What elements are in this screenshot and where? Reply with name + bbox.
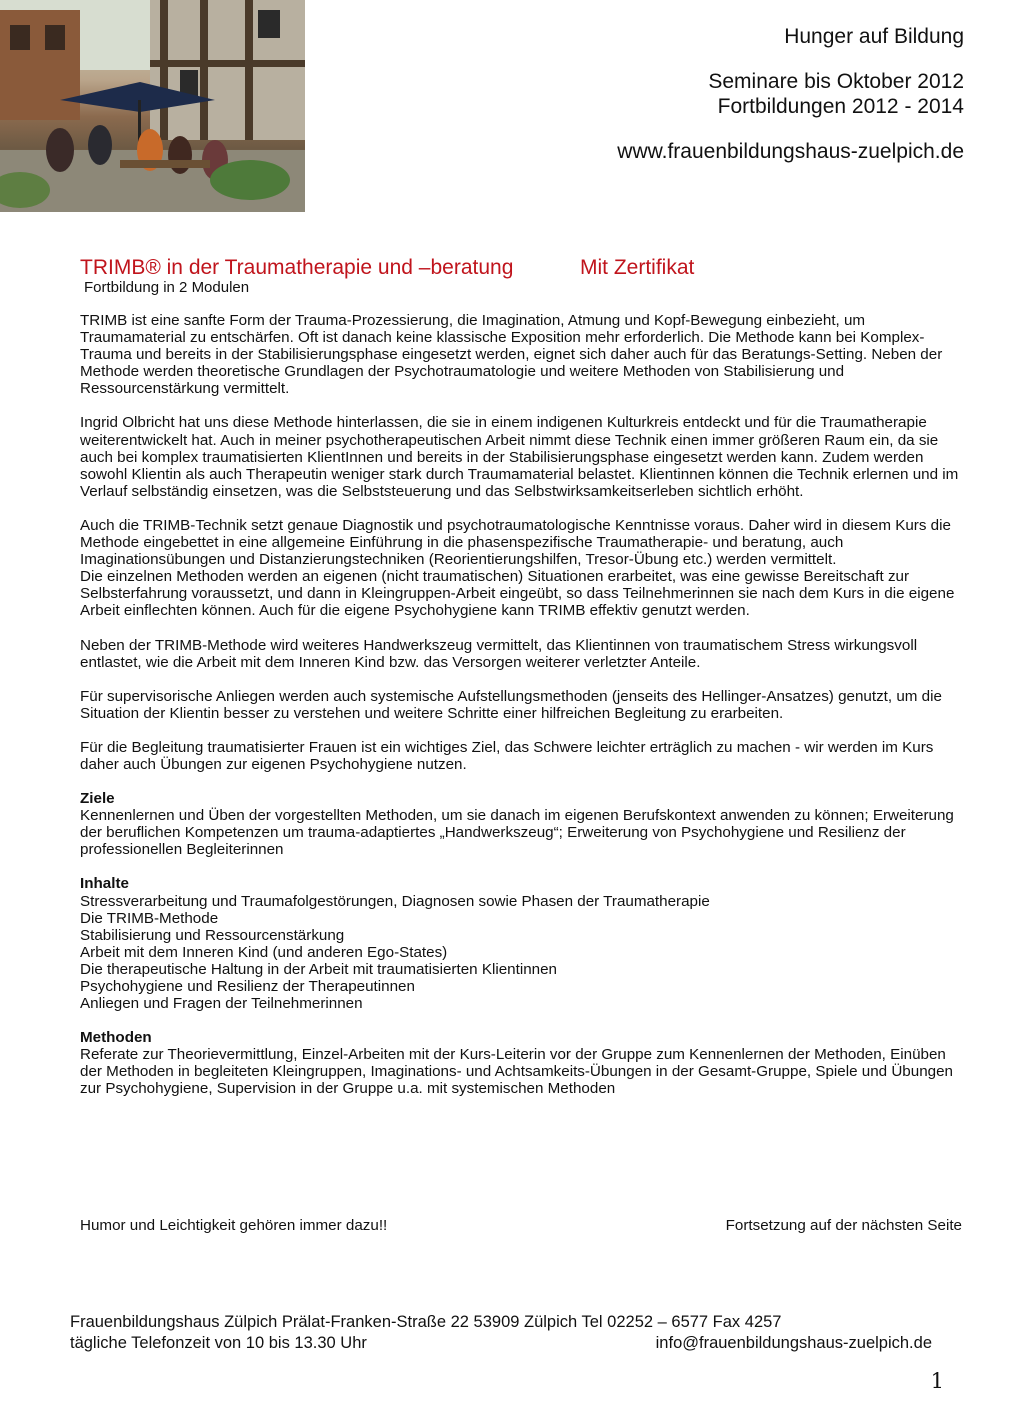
trainings-line: Fortbildungen 2012 - 2014	[717, 95, 964, 118]
footer-phone-hours: tägliche Telefonzeit von 10 bis 13.30 Uhr	[70, 1334, 367, 1352]
header-photo	[0, 0, 305, 212]
goals-heading: Ziele	[80, 790, 115, 808]
org-tagline: Hunger auf Bildung	[784, 25, 964, 48]
footer-email-link[interactable]: info@frauenbildungshaus-zuelpich.de	[655, 1334, 932, 1352]
body-paragraph: Ingrid Olbricht hat uns diese Methode hinterlassen, die sie in einem indigenen Kulturkreis entdeckt und für die Traumatherapie weiterentwickelt hat. Auch in meiner psychotherapeutischen Arbeit nimmt diese Technik einen immer größeren Raum ein, da sie auch bei komplex traumatisierten KlientInnen und bereits in der Stabilisierungsphase eingesetzt werden kann. Zudem werden sowohl Klientin als auch Therapeutin weniger stark durch Traumamaterial belastet. Klientinnen können die Technik erlernen und im Verlauf selbständig einsetzen, was die Selbststeuerung und das Selbstwirksamkeitserleben sichtlich erhöht.	[80, 414, 959, 500]
methods-heading: Methoden	[80, 1029, 152, 1047]
body-paragraph: Für supervisorische Anliegen werden auch systemische Aufstellungsmethoden (jenseits des Hellinger-Ansatzes) genutzt, um die Situation der Klientin besser zu verstehen und weitere Schritte einer hilfreichen Begleitung zu erarbeiten.	[80, 687, 942, 722]
footer	[70, 1312, 932, 1354]
list-item: Die therapeutische Haltung in der Arbeit mit traumatisierten Klientinnen	[80, 960, 557, 978]
page-number: 1	[930, 1369, 944, 1393]
methods-text: Referate zur Theorievermittlung, Einzel-Arbeiten mit der Kurs-Leiterin vor der Gruppe zum Kennenlernen der Methoden, Einüben der Methoden in begleiteten Kleingruppen, Imaginations- und Achtsamkeits-Übungen in der Gesamt-Gruppe, Spiele und Übungen zur Psychohygiene, Supervision in der Gruppe u.a. mit systemischen Methoden	[80, 1046, 953, 1098]
list-item: Die TRIMB-Methode	[80, 909, 219, 927]
closing-row	[80, 1217, 964, 1234]
course-title-row	[80, 256, 960, 280]
goals-text: Kennenlernen und Üben der vorgestellten Methoden, um sie danach im eigenen Berufskontext anwenden zu können; Erweiterung der beruflichen Kompetenzen um trauma-adaptiertes „Handwerkszeug“; Erweiterung von Psychohygiene und Resilienz der professionellen Begleiterinnen	[80, 807, 954, 859]
certificate-label: Mit Zertifikat	[580, 256, 695, 279]
list-item: Arbeit mit dem Inneren Kind (und anderen Ego-States)	[80, 943, 448, 961]
courtyard-photo-illustration	[0, 0, 305, 212]
footer-address: Frauenbildungshaus Zülpich Prälat-Franken-Straße 22 53909 Zülpich Tel 02252 – 6577 Fax 4257	[70, 1313, 782, 1331]
website-link[interactable]: www.frauenbildungshaus-zuelpich.de	[617, 140, 964, 163]
body-paragraph: Neben der TRIMB-Methode wird weiteres Handwerkszeug vermittelt, das Klientinnen von traumatischem Stress wirkungsvoll entlastet, wie die Arbeit mit dem Inneren Kind bzw. das Versorgen weiterer verletzter Anteile.	[80, 636, 918, 671]
list-item: Stabilisierung und Ressourcenstärkung	[80, 926, 345, 944]
contents-list	[80, 893, 964, 1013]
header-block	[617, 24, 964, 164]
body-paragraph: Die einzelnen Methoden werden an eigenen (nicht traumatischen) Situationen erarbeitet, was eine gewisse Bereitschaft zur Selbsterfahrung voraussetzt, und dann in Kleingruppen-Arbeit eingeübt, so dass Teilnehmerinnen sie nach dem Kurs in die eigene Arbeit einflechten können. Auch für die eigene Psychohygiene kann TRIMB effektiv genutzt werden.	[80, 568, 955, 620]
seminars-line: Seminare bis Oktober 2012	[708, 70, 964, 93]
contents-heading: Inhalte	[80, 875, 129, 893]
course-title: TRIMB® in der Traumatherapie und –beratung	[80, 256, 514, 279]
body-paragraph: Für die Begleitung traumatisierter Frauen ist ein wichtiges Ziel, das Schwere leichter erträglich zu machen - wir werden im Kurs daher auch Übungen zur eigenen Psychohygiene nutzen.	[80, 738, 934, 773]
body-paragraph: TRIMB ist eine sanfte Form der Trauma-Prozessierung, die Imagination, Atmung und Kopf-Bewegung einbezieht, um Traumamaterial zu entschärfen. Oft ist danach keine klassische Exposition mehr erforderlich. Die Methode kann bei Komplex-Trauma und bereits in der Stabilisierungsphase eingesetzt werden, eignet sich daher auch für das Beratungs-Setting. Neben der Methode werden theoretische Grundlagen der Psychotraumatologie und weitere Methoden von Stabilisierung und Ressourcenstärkung vermittelt.	[80, 312, 943, 398]
list-item: Psychohygiene und Resilienz der Therapeutinnen	[80, 978, 415, 995]
main-content	[80, 312, 964, 1115]
continued-note: Fortsetzung auf der nächsten Seite	[725, 1217, 962, 1234]
course-subtitle: Fortbildung in 2 Modulen	[84, 279, 250, 296]
humor-note: Humor und Leichtigkeit gehören immer dazu!!	[80, 1217, 388, 1234]
list-item: Anliegen und Fragen der Teilnehmerinnen	[80, 995, 363, 1013]
list-item: Stressverarbeitung und Traumafolgestörungen, Diagnosen sowie Phasen der Traumatherapie	[80, 892, 710, 910]
body-paragraph: Auch die TRIMB-Technik setzt genaue Diagnostik und psychotraumatologische Kenntnisse voraus. Daher wird in diesem Kurs die Methode eingebettet in eine allgemeine Einführung in die phasenspezifische Traumatherapie- und beratung, auch Imaginationsübungen und Distanzierungstechniken (Reorientierungshilfen, Tresor-Übung etc.) werden vermittelt.	[80, 516, 951, 569]
